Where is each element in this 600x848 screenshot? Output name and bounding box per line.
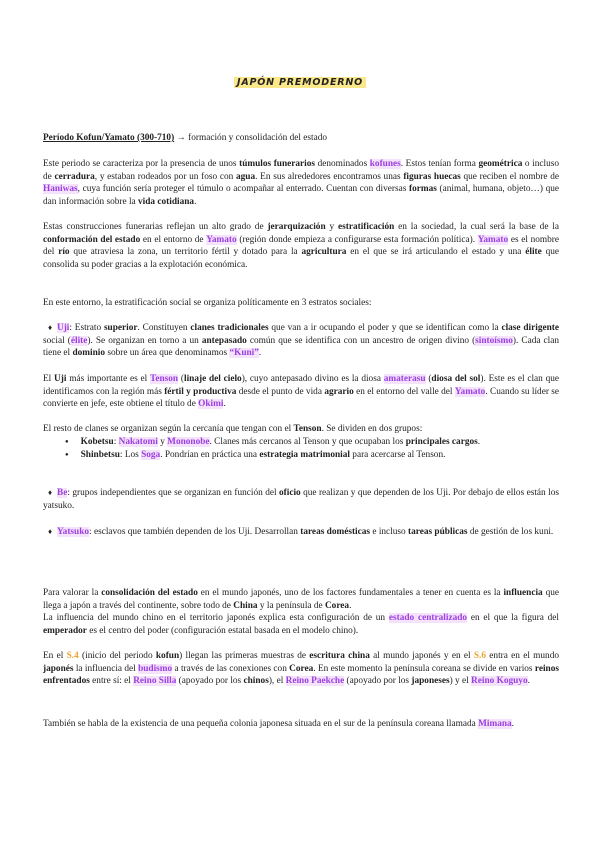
paragraph-yatsuko: ♦ Yatsuko: esclavos que también dependen de los Uji. Desarrollan tareas domésticas e incluso tareas públicas de gestión de los kuni. [43,526,559,539]
paragraph-uji: ♦ Uji: Estrato superior. Constituyen clanes tradicionales que van a ir ocupando el poder y que se identifican como la clase dirigente social (élite). Se organizan en torno a un antepasado común que se identifica con un ancestro de origen divino (sintoísmo). Cada clan tiene el dominio sobre un área que denominamos “Kuni”. [43,323,560,359]
diamond-icon: ♦ [47,323,53,332]
paragraph-mimana: También se habla de la existencia de una pequeña colonia japonesa situada en el sur de la península coreana llamada Mimana. [43,719,514,729]
clan-list [43,436,559,463]
diamond-icon: ♦ [47,527,53,536]
list-item: ● Shinbetsu: Los Soga. Pondrían en práctica una estrategia matrimonial para acercarse al Tenson. [83,449,559,463]
paragraph-yamato: Estas construcciones funerarias reflejan un alto grado de jerarquización y estratificación en la sociedad, la cual será la base de la conformación del estado en el entorno de Yamato (región donde empieza a configurarse esta formación política). Yamato es el nombre del río que atraviesa la zona, un territorio fértil y dotado para la agricultura en el que se irá articulando el estado y una élite que consolida su poder gracias a la explotación económica. [43,222,560,270]
page-title: JAPÓN PREMODERNO [0,77,600,88]
paragraph-estratos: En este entorno, la estratificación social se organiza políticamente en 3 estratos sociales: [43,298,372,308]
paragraph-kofun-intro: Este periodo se caracteriza por la presencia de unos túmulos funerarios denominados kofunes. Estos tenían forma geométrica o incluso de cerradura, y estaban rodeados por un foso con agua. En sus alrededores encontramos unas figuras huecas que reciben el nombre de Haniwas, cuya función sería proteger el túmulo o acompañar al enterrado. Cuentan con diversas formas (animal, humana, objeto…) que dan información sobre la vida cotidiana. [43,159,559,207]
paragraph-corea: En el S.4 (inicio del periodo kofun) llegan las primeras muestras de escritura china al mundo japonés y en el S.6 entra en el mundo japonés la influencia del budismo a través de las conexiones con Corea. En este momento la península coreana se divide en varios reinos enfrentados entre sí: el Reino Silla (apoyado por los chinos), el Reino Paekche (apoyado por los japoneses) y el Reino Koguyo. [43,651,559,687]
diamond-icon: ♦ [47,488,53,497]
paragraph-clanes: El resto de clanes se organizan según la cercanía que tengan con el Tenson. Se dividen en dos grupos: ● Kobetsu: Nakatomi y Mononobe. Clanes más cercanos al Tenson y que ocupaban los principales cargos. ● Shinbetsu: Los Soga. Pondrían en práctica una estrategia matrimonial para acercarse al Tenson. [43,423,559,463]
paragraph-tenson: El Uji más importante es el Tenson (linaje del cielo), cuyo antepasado divino es la diosa amaterasu (diosa del sol). Este es el clan que identificamos con la región más fértil y productiva desde el punto de vida agrario en el entorno del valle del Yamato. Cuando su líder se convierte en jefe, este obtiene el título de Okimi. [43,374,560,410]
section-heading: Período Kofun/Yamato (300-710) → formación y consolidación del estado [43,133,328,143]
list-item: ● Kobetsu: Nakatomi y Mononobe. Clanes más cercanos al Tenson y que ocupaban los principales cargos. [83,436,559,450]
paragraph-be: ♦ Be: grupos independientes que se organizan en función del oficio que realizan y que dependen de los Uji. Por debajo de ellos están los yatsuko. [43,488,559,511]
paragraph-influencia: Para valorar la consolidación del estado en el mundo japonés, uno de los factores fundamentales a tener en cuenta es la influencia que llega a japón a través del continente, sobre todo de China y la península de Corea. [43,588,560,611]
paragraph-mundo-chino: La influencia del mundo chino en el territorio japonés explica esta configuración de un estado centralizado en el que la figura del emperador es el centro del poder (configuración estatal basada en el modelo chino). [43,613,560,636]
